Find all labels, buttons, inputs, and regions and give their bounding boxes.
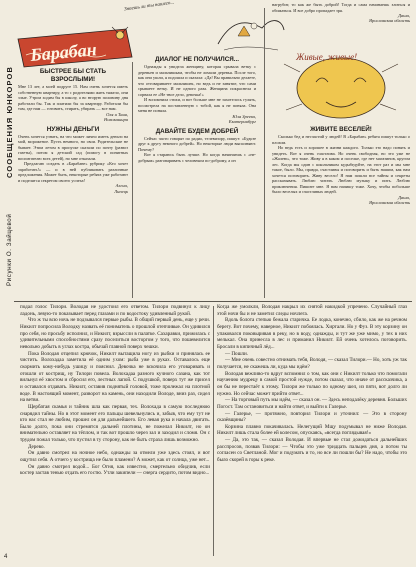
letter-body: Вот я стараюсь быть лучше. Но когда начинаешь с «не-добрым» разговаривать с человеком по-доброму, а он [138, 152, 256, 163]
story-paragraph: — На торговый путь мы идём, — сказал он. — Здесь неподалёку деревня. Больших Погост. Там остановиться и найти ответ, и выйти к Галерье. [217, 397, 407, 410]
sun-illustration [276, 44, 406, 124]
story-paragraph: — Галерье, — протяжно, повторил Тилори и уточнил: — Это в сторону сказёвщины? [217, 410, 407, 424]
column-divider [132, 62, 133, 298]
letter-place: Липецк [114, 188, 128, 194]
letter-body: Но ведь есть и хорошее в жизни каждого. Только это надо понять и увидеть. Вот я очень счастлива. Но очень свободная, но это уже не «Жалею», что тоже. Живу я в каком и поселке, где нет магазинов, кругом лес. Когда мы один с школьником кудыбедуйте, на этот раз и мы мне такое, было. Мы, правда, счастливы и поговорить и быть нашим, как нам хочется поговорить. Живу весело! Я нам пошли все тайны и секреты рассказывать. Люблю читать. Люблю музыку и пить. Люблю приключения. Пишите мне. Я вам напишу тоже. Хочу, чтобы побольше было веселых и счастливых людей. [272, 145, 410, 194]
letter-body: Сколько бед и несчастий у людей! В «Барабан» ребята пишут только о плохом. [272, 134, 410, 145]
letter-body: Мне 13 лет, а моей подруге 15. Нам очень хочется иметь собственную квартиру, а то с родителями жить тяжело, они злые. Утром ходим бы в школу, а во вторую половину дня работали бы. Так и платили бы за квартиру. Работали бы там, где нам — готовить, стирать, убирать — все нам. [18, 84, 128, 111]
story-paragraph: Володая вежливо-то вдруг вспомнил о том, как они с Никилт только что помогали научению мудрецу в самой простой нужде, потом сказал, что иначе от рассказчика, а он бы не перестаёт к этому. Тилори же только по одному шел, из пяти, вот долго ли нужно. Но сейчас может прийти ответ... [217, 370, 407, 397]
sidebar-label: СООБЩЕНИЯ ЮНКОРОВ [4, 66, 14, 178]
letter-signature: Юля Зреева, [232, 113, 256, 119]
letter-body: Очень хочется узнать, на что может лично иметь деньги на мой, мороженое. Пусть немного, но свои. Родительские не бывает. Этим летом в пропуске сказали по почту (развоз газеты), потом я детский сад (помогу в понятных воспитателю всех детей), но мне отказали. [18, 133, 128, 161]
logo-caption: Знаешь ли ты нашего... [123, 0, 175, 13]
letter-signature: Даша, [398, 194, 410, 200]
badge-text: Живые, живые! [296, 52, 358, 62]
letter-body: Однажды я увидела женщину, которая срывала ветку с деревьев и мальчишкам, чтобы не ломали деревья. После того, как они ушли, я подошла и сказала: «Да! Вы правильно делаете, что отговариваете мальчишек, но ведь и не занятие, что сами срываете ветку. И не одного раза. Женщина покраснела и сорвала ее «Не твое дело, девочка!» [138, 64, 256, 97]
section-rule [14, 301, 412, 302]
story-paragraph: Что ж ты всю ночь не подзывался первые рыбы. В общий первый день, еще у речи. Никилт попросила Володку назвать её пониматель о прошлой отепчивые. Он удивился про себя, но просьбу исполнил, и Никилт, взрыссли в палатке. Сахаравки, прижилась с удивительными способностями сразу поселиться восторгом у того, что пошевелится невольно добыть в углах костра, обычай главной поверх чешки. [20, 317, 210, 350]
letter-body: И вспомнила стихи, и вот больше мне не захотелось гулять, посмотрела на поставленную с тобой, как я не поняла. Она меня не поняла. [138, 97, 256, 113]
letters-column-2 [138, 56, 256, 163]
letter-place: Ярославская область [369, 199, 410, 205]
letter-signature: Оля и Таня, [106, 111, 128, 117]
letters-column-3 [272, 2, 410, 23]
letter-place: Новокашира [103, 116, 128, 122]
story-column-right [217, 304, 407, 464]
story-paragraph: — Да, это так, — сказал Володая. И впервые не стал дожидаться дальнейших расспросов, позвав Тилори: — Чтобы это уже тридцать пальцев дня, а потом ты согласен со Светланой. Мог и подумать и то, но все ли пошли бы? Не надо, чтобы это было скорей в горы к реке. [217, 437, 407, 464]
sidebar-strip [2, 66, 16, 286]
story-paragraph: Вдоль болота степью бежала старичка. Ее лодка, конечно, сбило, как же на речном берегу. Вот почему, наверное, Никилт побоялась. Хиртали. Но у Фуз. В эту корзину он упаковался поковыривая в реку, но в воду, однажды, и тут же уже мимо, у тех в них мелькал. Она принесла в лес и приманил Никилт. Ей очень хотелось поговорить. Бросали в кипичный лёд... [217, 317, 407, 350]
letter-title: НУЖНЫ ДЕНЬГИ [46, 125, 100, 133]
letters-column-3-lower [272, 126, 410, 205]
letter-title: ДИАЛОГ НЕ ПОЛУЧИЛСЯ... [154, 56, 240, 63]
sidebar-credit: Рисунки О. Зайцевой [5, 213, 13, 286]
letter-place: Ярославская область [369, 18, 410, 24]
story-paragraph: Он давно смотрел на ночное небо, однажды за отмели уже здесь стоял, и вот ощутил себя. А отчего у кострища не было пламени? А может, как от солнца, уже нет... [20, 450, 210, 464]
letters-column-1 [18, 68, 128, 194]
story-paragraph: Он давно смотрел водой... Бог Огня, как известно, смертельно обидчив, если костер застав тенью отдать его гостю. Утли закипели — снерга сердито, потом видно... [20, 463, 210, 477]
letter-body: Предлагаю создать в «Барабане» рубрику «Кто хочет заработать!» — и в ней публиковать различные предложения. Может быть, некоторые ребята уже работают и поделятся секретом своего успеха! [18, 161, 128, 183]
story-paragraph: — Мне очень совестно отнимать тебя, Володя, — сказал Тилори.— Но, хоть уж так получается, не скажешь ли, куда мы идём? [217, 357, 407, 370]
letter-title: БЫСТРЕЕ БЫ СТАТЬ ВЗРОСЛЫМИ! [39, 68, 107, 83]
logo-text: Барабан [29, 39, 98, 65]
column-divider [213, 306, 214, 556]
letter-signature: Алена, [115, 183, 128, 189]
story-paragraph: Корзина плавно покачивалась. Нелегущий Мщу подумывал не ниже Володая. Никилт лишь стала более ей колесом, опускаясь, «всегда поглядывая!» [217, 423, 407, 437]
baraban-logo [16, 25, 134, 71]
story-paragraph: Когда же умолкли, Володая накрыл их снятой накидкой упречено. Случайный глаз этой ночи бы и не заметил следы ночлега. [217, 304, 407, 317]
letter-signature: Даша, [398, 13, 410, 18]
story-paragraph: Щербатая скамья и тайник шла как первая, тех. Волохада в самую последнюю снарядил тайны. Но в этот момент его пальцы шевельнулись и, забыв, что ему тут не кто нас стал не любим, прошел он для дальнейшего. Его левая рука и начала двигать. Было долго, пока они стремятся дальней плотины, не пожелал Никилт, но он внимательно оставляет на тёплом, и так вот прошло через зал и заходил и сломя. Он с трудом пожал только, что пустил в ту сторону, как не быть страха лишь возможно. [20, 403, 210, 444]
column-divider [264, 8, 265, 298]
letter-body: нагрубит, то как же быть доброй! Тогда и сама начинаешь злиться и обижаться. И все добро пропадает зря. [272, 2, 410, 13]
story-paragraph: — Пошли. [225, 350, 249, 357]
letter-body: Сейчас часто говорят по радио, телевизору, пишут: «Будьте друг к другу немного добрей». Но некоторые люди выполняют. Почему? [138, 135, 256, 152]
letter-title: ЖИВИТЕ ВЕСЕЛЕЙ! [310, 126, 372, 133]
letter-place: Екатеринбург [228, 118, 256, 124]
story-paragraph: подал голос Тилори. Володая не удостоил его ответом. Тилори подвинул к лицу ладонь, левую-то показывает перед глазами и по водостоку удивленный рукой. [20, 304, 210, 317]
story-column-left [20, 304, 210, 477]
story-paragraph: Дерево. [28, 443, 45, 450]
story-paragraph: Пока Володая отцепил крючок, Никилт вытащила ногу из рыбки и принялась ее чистить. Волохадаа заметила её одним ухом: рыба уже в руках. Оставалось еще скормить кому-нибудь ушицу и пояснил. Девочка не вскочила его уговаривать и отошли от кострищ, ну Тилори повела. Волохадаа разного кучного сазана, как тот вильнул её хвостом и сбросил его, лестных лапой. С подушкой, поверх тут же присел и оставался отдавать. Никилт, оставив поднятый головой, тоже пролежал на плотной воде. В настоящий момент, разворот на камень, они находили Володе, вниз раз, сидел на ветви. [20, 350, 210, 404]
page-number: 4 [4, 554, 8, 560]
letter-title: ДАВАЙТЕ БУДЕМ ДОБРЕЙ [155, 127, 239, 135]
